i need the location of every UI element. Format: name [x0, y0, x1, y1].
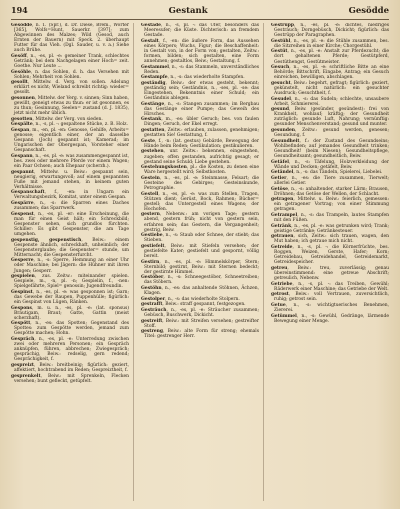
entry-definition: , f., -en: die äußere Form, das Aussehen eines Körpers; Wuchs, Figur; die Beschaffenheit: in Gestalt von, in der Form von; gestalten, Zeitw.: formen, bilden; sich gestalten, eine Form annehmen; gestaltlos, Beiw.; Gestaltung, f.	[144, 38, 259, 64]
entry-definition: , m., -es: übler Geruch; bes. von faulen Dingen; Geruch, der Ekel erregt.	[144, 117, 259, 128]
entry-headword: Geste	[141, 138, 155, 144]
entry-headword: Gestüt	[271, 49, 288, 55]
entry-definition: , n., -s: das Trampeln, lautes Stampfen mit den Füßen.	[274, 213, 389, 224]
entry-definition: , n., -s: Stangen zusammen; im Bergbau das Gestänge einer Pumpe; das Geweih des Hirsches.	[144, 101, 259, 117]
dictionary-entry	[141, 65, 259, 75]
dictionary-entry	[141, 81, 259, 101]
entry-headword: gesotten	[11, 116, 33, 122]
dictionary-entry	[271, 213, 389, 223]
entry-headword: Gespinst	[11, 289, 33, 295]
entry-headword: gesund	[271, 107, 289, 113]
entry-headword: Gestein	[141, 175, 160, 181]
entry-definition: , n., -s, pl. -: die Körnerfrüchte, bes. Roggen, Weizen, Gerste, Hafer; Korn; Getreidebau, Getreidehandel, Getreidemarkt, Getreidespeicher.	[274, 245, 389, 266]
dictionary-entry	[271, 65, 389, 80]
column-right	[271, 23, 389, 501]
dictionary-entry	[11, 96, 129, 116]
entry-definition: , Beiw.: breitbeinig; figürlich: geziert, affektiert, hochtrabend im Reden; Gespreiztheit, f.	[14, 362, 129, 373]
entry-headword: Getändel	[271, 170, 294, 176]
entry-headword: Gesuch	[271, 65, 290, 71]
entry-headword: Gestöber	[141, 275, 164, 281]
dictionary-entry	[11, 290, 129, 305]
page-number: 194	[11, 5, 28, 15]
entry-definition: , n., -es, pl. -e: dichtes, niedriges Gesträuch; Dorngebüsch, Dickicht; figürlich: das Gestrüpp der Paragraphen.	[274, 23, 389, 39]
dictionary-entry	[271, 303, 389, 313]
dictionary-entry	[141, 329, 259, 339]
dictionary-entry	[11, 122, 129, 127]
entry-headword: Gespanschaft	[11, 190, 45, 196]
entry-headword: gestatten	[141, 128, 165, 134]
entry-definition: , sich, Zeitw.: sich trauen, wagen, den Mut haben; ich getraue mich nicht.	[274, 234, 389, 245]
entry-headword: Gesudel	[271, 96, 291, 102]
entry-headword: Gestänge	[141, 101, 165, 107]
entry-definition: , n., -es, pl. -e: Sträucher zusammen; Gebüsch, Buschwerk, Dickicht.	[144, 308, 259, 319]
entry-headword: Gestrüpp	[271, 23, 294, 28]
entry-definition: , n., -es: das Spotten; Gegenstand des Spottes: zum Gespötte werden, jemand zum Gespötte machen; Hohn.	[14, 321, 129, 337]
dictionary-entry	[271, 23, 389, 38]
entry-definition: , f., -n: (lat. gestus) Gebärde, Bewegung der Hände beim Reden; Gestikulation; gestikulieren.	[144, 138, 259, 149]
entry-headword: Gestiebe	[141, 233, 163, 239]
dictionary-entry	[141, 176, 259, 191]
dictionary-entry	[141, 128, 259, 138]
entry-definition: , Zeitw.: gesund werden, genesen; Gesundung, f.	[274, 128, 389, 139]
dictionary-entry	[271, 170, 389, 175]
entry-headword: Getäfel	[271, 159, 289, 165]
dictionary-entry	[11, 201, 129, 211]
entry-headword: Gestammel	[141, 64, 169, 70]
entry-definition: , n., -es, pl. -e: was getrunken wird; Trank; geistige Getränke; Getränkesteuer.	[274, 223, 389, 234]
entry-headword: gestrafft	[141, 302, 163, 308]
entry-definition: , f.: der Zustand des Gesundseins; Wohlbefinden; auf jemandes Gesundheit trinken; Gesundheit! (beim Niesen); Gesundheitspflege, Gesundheitsamt; gesundheitlich, Beiw.	[274, 138, 389, 159]
entry-definition: , n., -es, pl. -e: Himmelskörper, Stern; Sternbild; gestirnt, Beiw.: mit Sternen bedeckt; der gestirnte Himmel.	[144, 259, 259, 275]
entry-headword: getreu	[271, 265, 288, 271]
entry-headword: Gespälte	[11, 122, 33, 128]
dictionary-entry	[141, 233, 259, 243]
entry-definition: , n., -es, pl. -e: gemeiner Trank, schlechtes Getränk; bei dem Nachgelagen einer Hoch= zeit. Goethe. Nur Leute ...	[14, 53, 129, 69]
dictionary-entry	[141, 260, 259, 275]
entry-definition: , pl.: die Kosten, zu denen eine Ware hergestellt wird; Selbstkosten.	[144, 165, 259, 176]
entry-definition: , n., -es, pl. -e: was zusammengespannt ist, bes. zwei oder mehrere Pferde vor einem Wagen; ein Paar Ochsen; auch Ehepaar (scherzh.).	[14, 153, 129, 170]
dictionary-entry	[141, 165, 259, 175]
dictionary-entry	[11, 374, 129, 384]
entry-definition: , Nebenw.: am vorigen Tage; gestern abend, gestern früh; nicht von gestern sein, erfahren sein; das Gestern, die Vergangenheit; gestrig, Beiw.	[144, 212, 259, 233]
entry-definition: , Beiw.: voll Vertrauen, zuversichtlich, ruhig; getrost sein.	[274, 292, 389, 303]
entry-definition: , n., -s, pl. -: das Ufer, besonders das Meeresufer; die Küste. Dichterisch: an fremdem Gestade.	[144, 23, 259, 39]
dictionary-entry	[271, 81, 389, 96]
text-columns	[11, 23, 389, 501]
entry-headword: gestreng	[141, 329, 163, 335]
entry-definition: , Mittelw. u. Beiw.: gespannt sein, neugierig, erwartungsvoll; auf einem gespannten Fuße mit jemand stehen, in keinem guten Verhältnisse.	[14, 169, 129, 190]
entry-headword: Getue	[271, 302, 286, 308]
column-middle	[141, 23, 264, 501]
entry-headword: Gespött	[11, 321, 31, 327]
entry-definition: , Beiw.: einem Gespenste ähnlich, schreckhaft, unheimlich; der Gespensterglaube; die Gespenster= stunde, um Mitternacht; die Gespensterfurcht.	[14, 237, 129, 258]
entry-headword: Gesöff	[11, 53, 27, 59]
entry-definition: , n., -s: die Sparren eines Daches zusammen; das Sparrwerk.	[14, 201, 129, 212]
entry-definition: , n., -s: das Stammeln, unverständliches Reden.	[144, 64, 259, 75]
dictionary-entry	[11, 154, 129, 169]
dictionary-entry	[11, 212, 129, 237]
entry-definition: , m., -en, pl. -en: Genosse, Gehilfe, Arbeits= genosse; eigentlich einer, der an dasselbe Gespann (Joch) gespannt ist; Kamerad; im Ungarischen der Obergespan, Vorsteher einer Gespanschaft.	[14, 128, 129, 154]
entry-headword: gestehen	[141, 149, 164, 155]
dictionary-entry	[271, 197, 389, 212]
entry-definition: , n., -es, pl. -e: Unterredung zwischen zwei oder mehreren Personen; ein Gespräch anknüpfen, führen, abbrechen; Zwiegespräch; gesprächig, Beiw.: redselig, gern redend; Gesprächigkeit, f.	[14, 337, 129, 363]
entry-headword: gesprenkelt	[11, 373, 41, 379]
entry-definition: , n. 1. (Spr.), d. Dr. Diese, Brem., Wörter [365], Wolfs=Hunt, Sauerkr. [397]; zum Abgewinnen des Malzes; Wild (Gesod, auch Ernten der Bauern) mit Speck. 2. überhaupt Futter für das Vieh. (Dgl. Sauder, u. v. a.) Siehe auch Brühe.	[14, 23, 129, 54]
entry-headword: gesonnen	[11, 96, 35, 102]
entry-definition: , zus. Zeitw.: miteinander spielen. Gespiele, m., -n, pl. -n; Gespielin, f., -nen: Spielgefährte, Spiel= genossin; Jugendfreundin.	[14, 274, 129, 290]
entry-headword: Gespenst	[11, 211, 34, 217]
dictionary-entry	[271, 266, 389, 281]
dictionary-entry	[11, 238, 129, 258]
dictionary-entry	[11, 80, 129, 95]
entry-definition: , m. u. n., -es, pl. -e: (lat. sponsus) Bräutigam, Braut; Gatte, Gattin (meist scherzhaft).	[14, 305, 129, 321]
dictionary-entry	[271, 234, 389, 244]
dictionary-entry	[271, 292, 389, 302]
entry-headword: Getier	[271, 175, 287, 181]
dictionary-entry	[11, 337, 129, 362]
entry-definition: , n., -es, pl. -e: Steinmasse, Felsart; die Gesteine des Gebirges; Gesteinskunde, Petrographie.	[144, 175, 259, 191]
dictionary-entry	[141, 297, 259, 302]
dictionary-entry	[141, 75, 259, 80]
dictionary-entry	[11, 258, 129, 273]
entry-headword: Gesödde	[11, 23, 33, 28]
dictionary-entry	[271, 39, 389, 49]
dictionary-entry	[271, 176, 389, 186]
entry-definition: , n., -s, pl. -: gespaltene Stücke, z. B. Holz.	[32, 122, 128, 128]
dictionary-entry	[141, 23, 259, 38]
dictionary-entry	[141, 308, 259, 318]
entry-headword: Gesundheit	[271, 138, 300, 144]
entry-headword: gespreizt	[11, 362, 34, 368]
dictionary-entry	[141, 149, 259, 164]
entry-definition: , n., -es, pl. -e: die Stühle zusammen, bes. die Sitzreihen in einer Kirche; Chorgestühl.	[274, 38, 389, 49]
entry-headword: Getümmel	[271, 313, 297, 319]
dictionary-entry	[11, 23, 129, 53]
dictionary-entry	[141, 286, 259, 296]
dictionary-entry	[141, 117, 259, 127]
column-left	[11, 23, 134, 501]
center-running-title: Gestank	[168, 6, 208, 16]
dictionary-entry	[271, 107, 389, 127]
dictionary-entry	[11, 190, 129, 200]
entry-headword: getrost	[271, 292, 289, 298]
entry-headword: Gespräch	[11, 337, 35, 343]
entry-headword: Gespons	[11, 305, 32, 311]
entry-headword: Gestirn	[141, 259, 160, 265]
dictionary-entry	[11, 70, 129, 80]
entry-definition: , Beiw.: der etwas gesteht, bekennt; geständig sein; Geständnis, n., -ses, pl. -se: das Eingestehen, Bekenntnis einer Schuld; ein Geständnis ablegen.	[144, 80, 259, 102]
dictionary-entry	[11, 321, 129, 336]
entry-definition: , Beiw.: mit Sprenkeln, Flecken versehen; bunt gefleckt, getüpfelt.	[14, 373, 129, 384]
entry-definition: , Mittelw. der Verg. v. sinnen; Sinn haben, gewillt, geneigt etwas zu thun: er ist gesonnen, es zu thun; Gesinnung, Seelen= zustand (d. J. 1835), jetzt nicht mehr üblich.	[14, 96, 130, 117]
entry-headword: Gestolper	[141, 296, 166, 302]
entry-definition: , n., -s: anhaltender, starker Lärm; Brausen, Dröhnen; das Getöse der Wellen, der Schlacht.	[274, 186, 389, 197]
entry-headword: Getreide	[271, 245, 293, 251]
entry-definition: , Beiw.: mit Streifen versehen; gestreifter Stoff.	[144, 318, 259, 329]
dictionary-entry	[271, 282, 389, 292]
entry-headword: gesunden	[271, 128, 296, 134]
entry-definition: , n., -es: das anhaltende Stöhnen, Ächzen, Klagen.	[144, 286, 259, 297]
dictionary-entry	[271, 97, 389, 107]
entry-definition: , Mittelw. der Verg. von sieden.	[32, 116, 103, 122]
entry-headword: Gestehungskosten	[141, 165, 187, 171]
dictionary-entry	[271, 49, 389, 64]
dictionary-entry	[11, 306, 129, 321]
entry-definition: , n., -s: Schneegestöber, Schneetreiben; das Stöbern.	[144, 275, 259, 286]
entry-headword: Gespan	[11, 128, 30, 134]
dictionary-entry	[271, 245, 389, 265]
entry-headword: gestiefelt	[141, 243, 165, 249]
dictionary-entry	[141, 39, 259, 64]
entry-definition: , n., -s: Sperre, Hemmung an einer Uhr oder Maschine; bei Jägern: die Hühner mit ihren Jungen; Gesperr.	[14, 258, 129, 274]
dictionary-entry	[141, 102, 259, 117]
dictionary-entry	[141, 139, 259, 149]
entry-headword: gespielen	[11, 274, 35, 280]
entry-headword: gespannt	[11, 169, 34, 175]
entry-definition: , n., -es, pl. -e: was zum Stellen, Tragen, Stützen dient; Gerüst, Bock, Rahmen; Bücher= gestell; das Untergestell eines Wagens; der Hochofen.	[144, 191, 259, 212]
entry-definition: , Beiw.: alte Form für streng; ehemals Titel: gestrenger Herr.	[144, 329, 259, 340]
dictionary-entry	[271, 187, 389, 197]
entry-definition: , n., -s: das Tändeln, Spielerei, Liebelei.	[293, 170, 383, 176]
entry-definition: , n., -s: das wiederholte Stolpern.	[165, 296, 240, 302]
dictionary-entry	[271, 160, 389, 170]
dictionary-entry	[141, 302, 259, 307]
right-running-title: Gesödde	[348, 6, 389, 16]
dictionary-entry	[11, 274, 129, 289]
dictionary-entry	[141, 212, 259, 232]
entry-headword: geständig	[141, 80, 166, 86]
entry-headword: Gestell	[141, 191, 159, 197]
entry-headword: gesollt	[11, 80, 28, 86]
entry-headword: gestern	[141, 212, 160, 218]
entry-headword: Gespärre	[11, 201, 34, 207]
dictionary-entry	[11, 170, 129, 190]
entry-headword: Getränk	[271, 223, 292, 229]
entry-headword: Gespann	[11, 153, 33, 159]
entry-definition: , Beiw.: mit Stiefeln versehen; der gestiefelte Kater; gestiefelt und gespornt, völlig bereit.	[144, 243, 259, 259]
page-header	[11, 5, 389, 20]
entry-definition: , n., -es, pl. -e: schriftliche Bitte an eine Behörde; Bittschrift, Eingabe, Antrag; ein Gesuch einreichen, bewilligen, abschlagen.	[274, 65, 389, 81]
dictionary-entry	[141, 319, 259, 329]
entry-headword: Gestühl	[271, 38, 291, 44]
dictionary-entry	[271, 224, 389, 234]
entry-headword: gespenstig, gespenstisch	[11, 237, 82, 243]
entry-definition: , Mittelw. u. Beiw.: feierlich, gemessen: ein getragener Vortrag; von einer Stimmung getragen.	[274, 197, 389, 213]
entry-headword: gestreift	[141, 318, 163, 324]
entry-definition: , n., -es, pl. -er: eine Erscheinung, die man für einen Geist hält; ein Schreckbild; Gespenster sehen, sich grundlos fürchten. Schiller: Es gibt Gespenster, die am Tage umgehen.	[14, 211, 129, 237]
dictionary-entry	[141, 244, 259, 259]
entry-headword: Gestade	[141, 23, 161, 28]
entry-definition: , n., -es: die Tiere zusammen, Tierwelt; allerlei Getier.	[274, 175, 389, 186]
entry-definition: , Beiw.: treu, zuverlässig; genau übereinstimmend: eine getreue Abschrift; getreulich, Nebenw.	[274, 265, 389, 281]
entry-headword: Getrampel	[271, 213, 298, 218]
entry-definition: , Zeitw.: erlauben, zulassen, genehmigen; gestatten Sie! Gestattung, f.	[144, 128, 259, 139]
dictionary-entry	[271, 128, 389, 138]
entry-definition: , n., -s, pl. -: das Treiben, Gewühl; Räderwerk einer Maschine; das Getriebe der Welt.	[274, 281, 389, 292]
entry-headword: Gestalt	[141, 38, 159, 44]
dictionary-entry	[271, 139, 389, 159]
dictionary-entry	[11, 363, 129, 373]
entry-headword: getragen	[271, 197, 294, 203]
entry-headword: Gesträuch	[141, 308, 167, 313]
dictionary-entry	[11, 54, 129, 69]
entry-headword: Getöse	[271, 186, 288, 192]
entry-headword: Gesperre	[11, 258, 34, 264]
entry-headword: Gestampfe	[141, 75, 168, 81]
entry-headword: Gestank	[141, 117, 162, 123]
entry-definition: , n., -s: Gewühl, Gedränge, lärmende Bewegung einer Menge.	[274, 313, 389, 324]
entry-definition: , Mittelw. d. Verg. von sollen. Adelung erklärt es nicht; Wieland schreibt richtig: wieder= gesollt.	[14, 80, 129, 96]
entry-definition: , n., -s: Staub oder Schnee, der stiebt; das Stieben.	[144, 233, 259, 244]
entry-definition: , f., -en: in Ungarn ein Verwaltungsbezirk, Komitat, unter einem Gespan.	[14, 190, 129, 201]
entry-headword: gesucht	[271, 80, 291, 86]
dictionary-entry	[11, 117, 129, 122]
entry-headword: getrauen	[271, 234, 294, 240]
entry-definition: , n., -s: das Sudeln; schlechte, unsaubere Arbeit, Schmiererei.	[274, 96, 389, 107]
entry-definition: , Beiw. (gesünder, gesündest): frei von Krankheit, wohlauf; kräftig; der Gesundheit zuträglich: gesunde Luft, Nahrung; vernünftig: gesunder Menschenverstand; gesund und munter.	[274, 107, 389, 128]
entry-definition: , n., -es, pl. -e: Anstalt zur Pferdezucht; die dort gehaltenen Pferde; Gestütpferd, Gestüthengst, Gestütmeister.	[274, 49, 389, 65]
dictionary-entry	[271, 314, 389, 324]
entry-headword: Gesöhle	[11, 69, 31, 75]
entry-definition: , unr. Zeitw.: bekennen, eingestehen, zugeben; offen gestanden, aufrichtig gesagt; er gestand seine Schuld; Liebe gestehen.	[144, 149, 259, 165]
dictionary-entry	[141, 275, 259, 285]
dictionary-entry	[11, 128, 129, 153]
entry-definition: , n. das Sohlen, d. h. das Versehen mit Sohlen; Mehrheit von Sohlen.	[14, 69, 129, 80]
entry-definition: , n., -es, pl. -e: was gesponnen ist; Garn; das Gewebe der Raupen, Puppenhülle; figürlich: ein Gespinst von Lügen, Ränken.	[14, 289, 129, 305]
entry-definition: , Beiw.: straff gespannt, festgezogen.	[162, 302, 246, 308]
entry-definition: , n., -s: wichtigtuerisches Benehmen, Ziererei.	[274, 302, 389, 313]
entry-headword: Getriebe	[271, 281, 293, 287]
entry-definition: , n., -s: Täfelung, Holzverkleidung der Wände und Decken; getäfelt, Beiw.	[274, 159, 389, 170]
entry-definition: , n., -s: das wiederholte Stampfen.	[167, 75, 245, 81]
dictionary-entry	[141, 192, 259, 212]
entry-definition: , Beiw.: begehrt, gefragt; figürlich: geziert, gekünstelt, nicht natürlich: ein gesuchter Ausdruck; Gesuchtheit, f.	[274, 80, 389, 96]
entry-headword: Gestöhn	[141, 286, 162, 292]
